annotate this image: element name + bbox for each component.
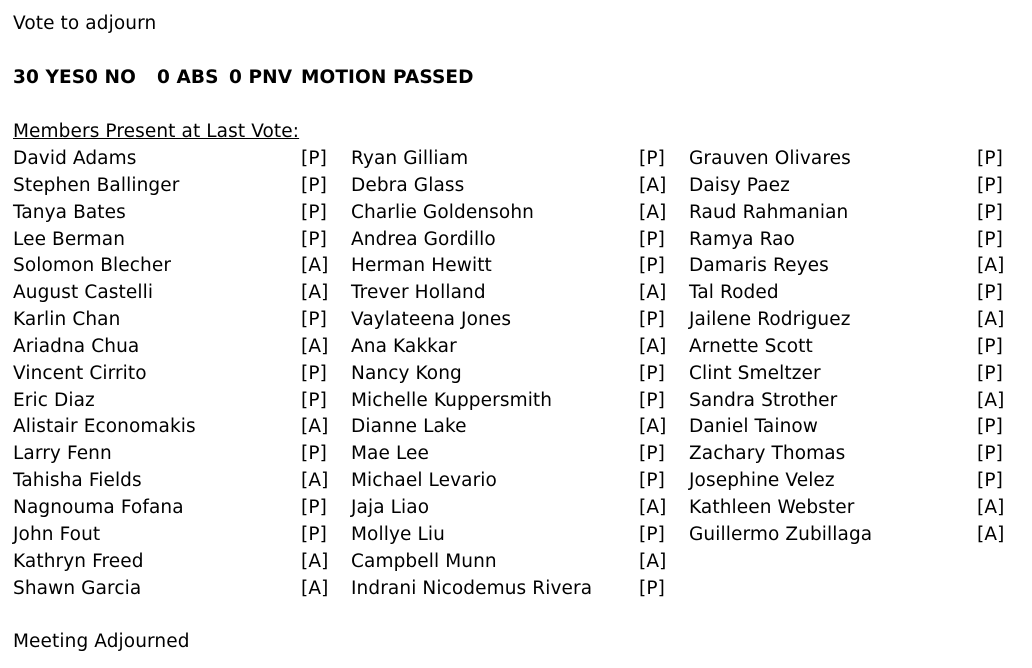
tally-no: 0 NO: [85, 67, 136, 88]
member-name: Kathleen Webster: [689, 496, 855, 518]
member-name: Lee Berman: [13, 228, 126, 250]
member-name: Tal Roded: [689, 282, 779, 304]
attendance-status: [P]: [301, 201, 327, 223]
attendance-status: [P]: [301, 309, 327, 331]
member-row: [13, 549, 329, 576]
attendance-status: [P]: [639, 255, 665, 277]
member-row: [13, 441, 329, 468]
attendance-status: [A]: [639, 282, 667, 304]
member-name: Vincent Cirrito: [13, 362, 147, 384]
member-row: [689, 227, 1005, 254]
member-row: [13, 576, 329, 603]
motion-result: MOTION PASSED: [301, 67, 474, 88]
attendance-status: [A]: [639, 496, 667, 518]
member-row: [351, 307, 667, 334]
member-name: Larry Fenn: [13, 443, 112, 465]
tally-pnv: 0 PNV: [229, 67, 293, 88]
attendance-status: [P]: [977, 228, 1003, 250]
member-name: Dianne Lake: [351, 416, 467, 438]
members-column-1: [13, 146, 329, 602]
attendance-status: [P]: [639, 443, 665, 465]
attendance-status: [P]: [301, 389, 327, 411]
member-name: Raud Rahmanian: [689, 201, 849, 223]
attendance-status: [P]: [639, 577, 665, 599]
member-name: Shawn Garcia: [13, 577, 142, 599]
members-column-2: [351, 146, 667, 602]
attendance-status: [A]: [639, 201, 667, 223]
attendance-status: [P]: [639, 309, 665, 331]
member-row: [13, 253, 329, 280]
minutes-document: [13, 0, 1023, 668]
member-name: Jailene Rodriguez: [689, 309, 851, 331]
member-name: Jaja Liao: [351, 496, 430, 518]
member-row: [13, 388, 329, 415]
attendance-status: [A]: [301, 577, 329, 599]
attendance-status: [P]: [639, 523, 665, 545]
member-row: [689, 441, 1005, 468]
member-row: [689, 495, 1005, 522]
member-row: [351, 361, 667, 388]
member-row: [351, 388, 667, 415]
member-name: Tahisha Fields: [13, 470, 142, 492]
attendance-status: [A]: [639, 335, 667, 357]
attendance-status: [P]: [301, 148, 327, 169]
member-name: Damaris Reyes: [689, 255, 829, 277]
attendance-status: [P]: [301, 362, 327, 384]
member-name: Karlin Chan: [13, 309, 121, 331]
attendance-status: [P]: [301, 174, 327, 196]
attendance-status: [A]: [639, 416, 667, 438]
member-row: [13, 334, 329, 361]
member-row: [13, 280, 329, 307]
member-row: [351, 334, 667, 361]
member-row: [689, 361, 1005, 388]
attendance-status: [A]: [301, 282, 329, 304]
attendance-status: [P]: [301, 496, 327, 518]
member-name: Stephen Ballinger: [13, 174, 180, 196]
member-row: [351, 200, 667, 227]
member-name: Eric Diaz: [13, 389, 95, 411]
member-name: August Castelli: [13, 282, 154, 304]
member-name: Daisy Paez: [689, 174, 790, 196]
members-heading: Members Present at Last Vote:: [13, 121, 300, 142]
member-name: Vaylateena Jones: [351, 309, 512, 331]
attendance-status: [A]: [301, 255, 329, 277]
member-row: [13, 495, 329, 522]
member-name: Sandra Strother: [689, 389, 838, 411]
member-row: [689, 468, 1005, 495]
attendance-status: [P]: [977, 148, 1003, 169]
attendance-status: [A]: [301, 335, 329, 357]
member-row: [689, 200, 1005, 227]
member-name: Kathryn Freed: [13, 550, 144, 572]
member-name: Tanya Bates: [13, 201, 126, 223]
member-name: Nancy Kong: [351, 362, 462, 384]
attendance-status: [P]: [977, 443, 1003, 465]
attendance-status: [P]: [301, 523, 327, 545]
member-name: Guillermo Zubillaga: [689, 523, 873, 545]
attendance-status: [P]: [639, 228, 665, 250]
vote-title: Vote to adjourn: [13, 13, 157, 34]
member-row: [351, 173, 667, 200]
member-row: [689, 414, 1005, 441]
member-name: David Adams: [13, 148, 137, 169]
attendance-status: [A]: [977, 523, 1005, 545]
attendance-status: [P]: [977, 470, 1003, 492]
attendance-status: [P]: [977, 362, 1003, 384]
member-row: [13, 414, 329, 441]
member-row: [351, 495, 667, 522]
member-row: [689, 307, 1005, 334]
member-row: [13, 146, 329, 173]
member-name: Ryan Gilliam: [351, 148, 469, 169]
attendance-status: [P]: [977, 335, 1003, 357]
attendance-status: [P]: [301, 443, 327, 465]
member-row: [351, 227, 667, 254]
member-name: Campbell Munn: [351, 550, 497, 572]
attendance-status: [A]: [301, 470, 329, 492]
member-name: John Fout: [13, 523, 101, 545]
member-row: [689, 280, 1005, 307]
member-row: [13, 468, 329, 495]
member-row: [13, 522, 329, 549]
member-name: Ana Kakkar: [351, 335, 457, 357]
attendance-status: [P]: [977, 174, 1003, 196]
attendance-status: [A]: [977, 496, 1005, 518]
member-name: Debra Glass: [351, 174, 465, 196]
member-row: [13, 200, 329, 227]
member-name: Mollye Liu: [351, 523, 445, 545]
member-name: Josephine Velez: [689, 470, 835, 492]
member-row: [689, 388, 1005, 415]
attendance-status: [A]: [977, 389, 1005, 411]
member-name: Zachary Thomas: [689, 443, 846, 465]
member-name: Andrea Gordillo: [351, 228, 496, 250]
member-row: [13, 361, 329, 388]
tally-yes: 30 YES: [13, 67, 86, 88]
member-row: [13, 173, 329, 200]
attendance-status: [P]: [977, 416, 1003, 438]
member-name: Mae Lee: [351, 443, 430, 465]
attendance-status: [A]: [639, 550, 667, 572]
attendance-status: [P]: [639, 362, 665, 384]
member-row: [689, 146, 1005, 173]
member-name: Arnette Scott: [689, 335, 813, 357]
member-name: Ariadna Chua: [13, 335, 140, 357]
member-name: Grauven Olivares: [689, 148, 851, 169]
member-name: Daniel Tainow: [689, 416, 819, 438]
attendance-status: [P]: [301, 228, 327, 250]
member-row: [351, 280, 667, 307]
member-name: Herman Hewitt: [351, 255, 492, 277]
attendance-status: [A]: [639, 174, 667, 196]
member-name: Clint Smeltzer: [689, 362, 821, 384]
attendance-status: [P]: [639, 148, 665, 169]
attendance-status: [A]: [301, 416, 329, 438]
member-row: [689, 334, 1005, 361]
member-row: [13, 307, 329, 334]
member-name: Michael Levario: [351, 470, 497, 492]
member-row: [351, 414, 667, 441]
attendance-status: [P]: [977, 201, 1003, 223]
member-name: Michelle Kuppersmith: [351, 389, 553, 411]
member-row: [351, 576, 667, 603]
attendance-status: [A]: [301, 550, 329, 572]
member-row: [351, 253, 667, 280]
member-name: Ramya Rao: [689, 228, 795, 250]
member-row: [351, 549, 667, 576]
member-name: Nagnouma Fofana: [13, 496, 184, 518]
member-row: [351, 146, 667, 173]
member-name: Alistair Economakis: [13, 416, 196, 438]
attendance-status: [P]: [639, 470, 665, 492]
member-row: [351, 441, 667, 468]
member-name: Indrani Nicodemus Rivera: [351, 577, 593, 599]
member-name: Trever Holland: [351, 282, 486, 304]
meeting-adjourned-note: Meeting Adjourned: [13, 631, 190, 652]
member-row: [689, 522, 1005, 549]
attendance-status: [P]: [977, 282, 1003, 304]
member-row: [689, 173, 1005, 200]
member-name: Charlie Goldensohn: [351, 201, 534, 223]
member-row: [689, 253, 1005, 280]
member-row: [351, 468, 667, 495]
attendance-status: [A]: [977, 255, 1005, 277]
member-name: Solomon Blecher: [13, 255, 172, 277]
members-column-3: [689, 146, 1005, 549]
attendance-status: [P]: [639, 389, 665, 411]
attendance-status: [A]: [977, 309, 1005, 331]
member-row: [351, 522, 667, 549]
member-row: [13, 227, 329, 254]
tally-abs: 0 ABS: [157, 67, 219, 88]
